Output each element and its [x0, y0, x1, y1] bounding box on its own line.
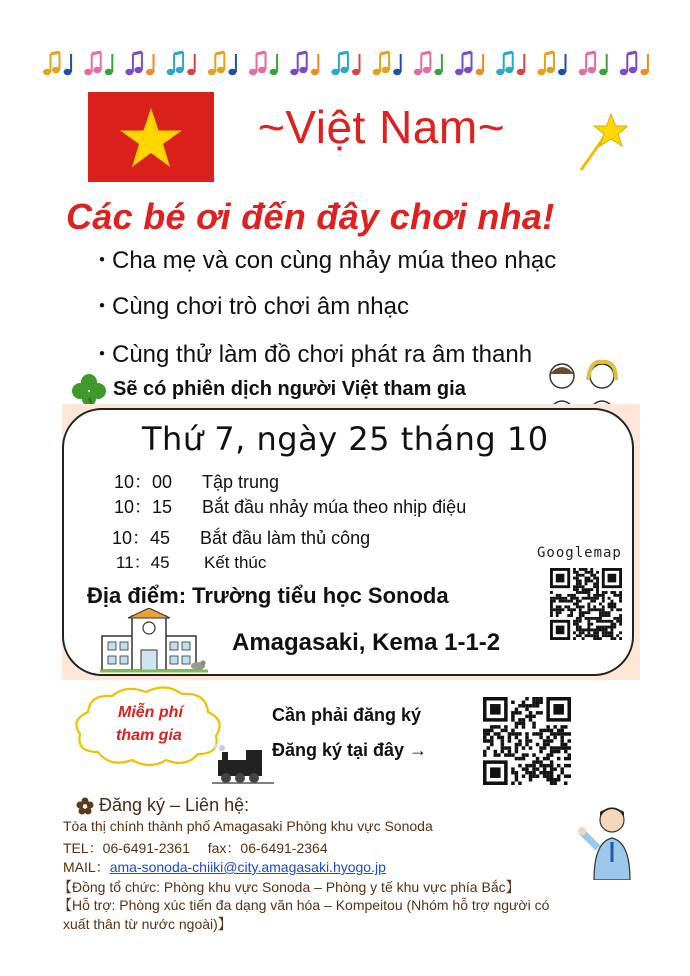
co-organizer: 【Đồng tổ chức: Phòng khu vực Sonoda – Phòng y tế khu vực phía Bắc】 — [58, 879, 520, 895]
schedule-text: Bắt đầu làm thủ công — [200, 528, 371, 548]
activity-text: Cùng chơi trò chơi âm nhạc — [112, 293, 409, 320]
train-icon — [212, 744, 274, 784]
free-label-line1: Miễn phí — [118, 704, 183, 721]
page-title — [258, 100, 505, 154]
bullet: ・ — [90, 341, 114, 368]
support-line: xuất thân từ nước ngoài)】 — [63, 916, 232, 932]
schedule-time: 10：15 — [114, 497, 173, 517]
qr-code-icon[interactable] — [483, 697, 571, 785]
cloud-icon — [70, 682, 226, 768]
contact-office: Tòa thị chính thành phố Amagasaki Phòng khu vực Sonoda — [63, 818, 433, 834]
registration-required: Cần phải đăng ký — [272, 705, 422, 725]
qr-code-icon[interactable] — [550, 568, 622, 640]
schedule-row — [114, 493, 466, 519]
schedule-time: 10：45 — [112, 528, 171, 548]
schedule-row — [114, 468, 279, 494]
register-here-link[interactable]: Đăng ký tại đây → — [272, 740, 428, 760]
schedule-row — [112, 524, 370, 550]
vietnam-flag-icon — [88, 92, 214, 182]
event-date: Thứ 7, ngày 25 tháng 10 — [142, 420, 549, 458]
schedule-text: Tập trung — [202, 472, 280, 492]
map-label: Googlemap — [537, 545, 622, 561]
presenter-man-icon — [578, 802, 638, 880]
school-icon — [100, 608, 208, 674]
support-line: 【Hỗ trợ: Phòng xúc tiến đa dạng văn hóa – Kompeitou (Nhóm hỗ trợ người có — [58, 897, 550, 913]
contact-heading — [75, 795, 249, 816]
activity-text: Cùng thử làm đồ chơi phát ra âm thanh — [112, 341, 533, 368]
activity-item — [90, 240, 556, 275]
music-notes-icon — [40, 46, 660, 80]
contact-heading-text: Đăng ký – Liên hệ: — [99, 795, 250, 815]
schedule-time: 11：45 — [116, 553, 170, 572]
address: Amagasaki, Kema 1-1-2 — [232, 629, 501, 656]
headline: Các bé ơi đến đây chơi nha! — [66, 196, 555, 237]
bullet: ・ — [90, 293, 114, 320]
activity-text: Cha mẹ và con cùng nhảy múa theo nhạc — [112, 247, 557, 274]
title-tilde-right: ~ — [477, 101, 506, 153]
interpreter-note: Sẽ có phiên dịch người Việt tham gia — [113, 378, 466, 400]
star-wand-icon — [575, 112, 627, 174]
mail-label: MAIL： — [63, 859, 110, 875]
title-text: Việt Nam — [285, 101, 478, 153]
activity-item — [90, 334, 532, 369]
activity-item — [90, 286, 409, 321]
bullet: ・ — [90, 247, 114, 274]
contact-tel-fax: TEL：06-6491-2361 fax：06-6491-2364 — [63, 840, 328, 856]
venue: Địa điểm: Trường tiểu học Sonoda — [87, 583, 449, 608]
free-label-line2: tham gia — [116, 727, 182, 744]
schedule-text: Bắt đầu nhảy múa theo nhịp điệu — [202, 497, 467, 517]
title-tilde-left: ~ — [258, 101, 286, 153]
mail-link[interactable]: ama-sonoda-chiiki@city.amagasaki.hyogo.jp — [109, 859, 386, 875]
schedule-time: 10：00 — [114, 472, 173, 492]
schedule-text: Kết thúc — [204, 553, 267, 572]
contact-mail — [63, 857, 386, 877]
schedule-row — [116, 548, 266, 573]
